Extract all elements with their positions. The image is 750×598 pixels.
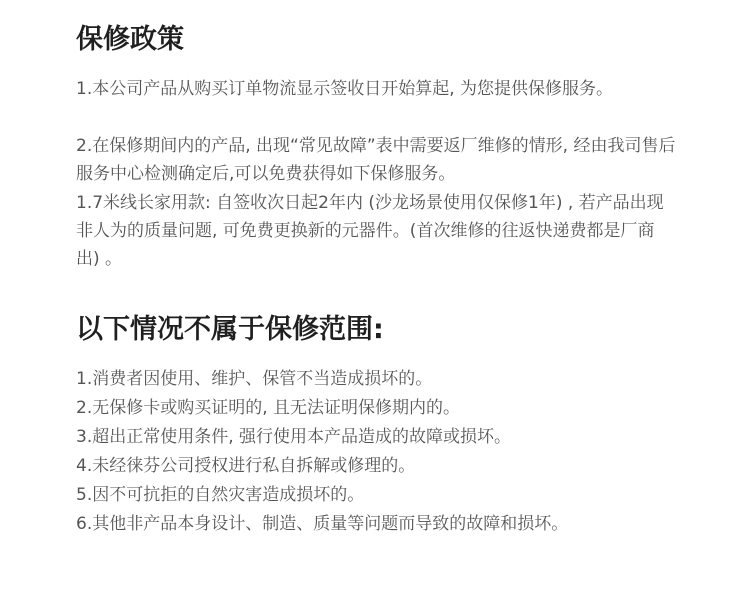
exclusion-item: 1.消费者因使用、维护、保管不当造成损坏的。 bbox=[76, 369, 433, 389]
exclusion-item: 6.其他非产品本身设计、制造、质量等问题而导致的故障和损坏。 bbox=[76, 514, 569, 534]
exclusions-title: 以下情况不属于保修范围: bbox=[76, 314, 384, 345]
warranty-paragraph-return-repair: 2.在保修期间内的产品, 出现“常见故障”表中需要返厂维修的情形, 经由我司售后服务中心检测确定后,可以免费获得如下保修服务。 bbox=[76, 136, 676, 184]
exclusion-item: 2.无保修卡或购买证明的, 且无法证明保修期内的。 bbox=[76, 398, 461, 418]
warranty-paragraph-start-date: 1.本公司产品从购买订单物流显示签收日开始算起, 为您提供保修服务。 bbox=[76, 79, 614, 99]
exclusion-item: 5.因不可抗拒的自然灾害造成损坏的。 bbox=[76, 485, 365, 505]
exclusions-list bbox=[76, 365, 676, 539]
exclusion-item: 3.超出正常使用条件, 强行使用本产品造成的故障或损坏。 bbox=[76, 427, 512, 447]
exclusion-item: 4.未经徕芬公司授权进行私自拆解或修理的。 bbox=[76, 456, 416, 476]
warranty-paragraph-cable-model: 1.7米线长家用款: 自签收次日起2年内 (沙龙场景使用仅保修1年) , 若产品出现非人为的质量问题, 可免费更换新的元器件。(首次维修的往返快递费都是厂商出) 。 bbox=[76, 193, 664, 269]
warranty-policy-title: 保修政策 bbox=[76, 24, 184, 55]
